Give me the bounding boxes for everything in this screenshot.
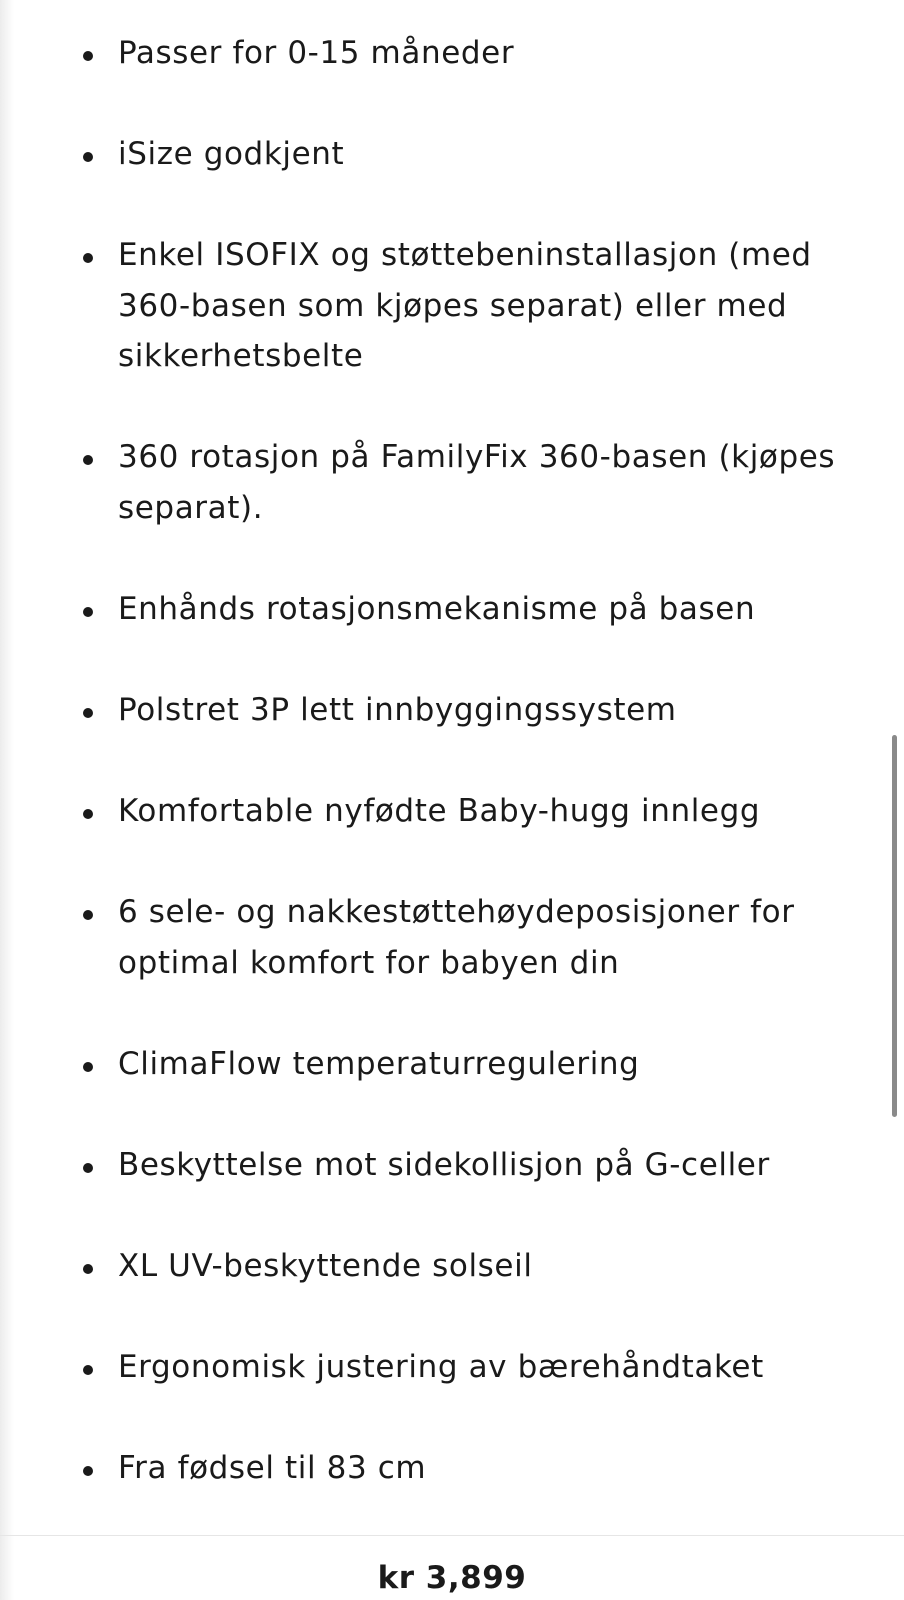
feature-text: 360 rotasjon på FamilyFix 360-basen (kjøpes separat). [118, 439, 836, 526]
bullet-icon [83, 253, 93, 263]
scrollbar[interactable] [892, 735, 897, 1117]
footer-divider [0, 1535, 904, 1536]
bullet-icon [83, 1264, 93, 1274]
bullet-icon [83, 809, 93, 819]
feature-text: Fra fødsel til 83 cm [118, 1450, 427, 1486]
feature-text: 6 sele- og nakkestøttehøydeposisjoner for optimal komfort for babyen din [118, 894, 795, 981]
feature-text: Komfortable nyfødte Baby-hugg innlegg [118, 793, 761, 829]
bullet-icon [83, 455, 93, 465]
bullet-icon [83, 708, 93, 718]
feature-text: Enkel ISOFIX og støttebeninstallasjon (med 360-basen som kjøpes separat) eller med sikkerhetsbelte [118, 237, 812, 374]
feature-text: iSize godkjent [118, 136, 345, 172]
bullet-icon [83, 910, 93, 920]
bullet-icon [83, 1062, 93, 1072]
bullet-icon [83, 51, 93, 61]
left-edge-shadow [0, 0, 14, 1600]
feature-text: XL UV-beskyttende solseil [118, 1248, 533, 1284]
price-label: kr 3,899 [377, 1560, 527, 1596]
feature-text: Polstret 3P lett innbyggingssystem [118, 692, 677, 728]
bullet-icon [83, 607, 93, 617]
feature-text: ClimaFlow temperaturregulering [118, 1046, 640, 1082]
feature-text: Beskyttelse mot sidekollisjon på G-celler [118, 1147, 770, 1183]
feature-text: Passer for 0-15 måneder [118, 35, 515, 71]
bullet-icon [83, 152, 93, 162]
bullet-icon [83, 1466, 93, 1476]
feature-text: Enhånds rotasjonsmekanisme på basen [118, 591, 756, 627]
feature-text: Ergonomisk justering av bærehåndtaket [118, 1349, 764, 1385]
bullet-icon [83, 1365, 93, 1375]
bullet-icon [83, 1163, 93, 1173]
